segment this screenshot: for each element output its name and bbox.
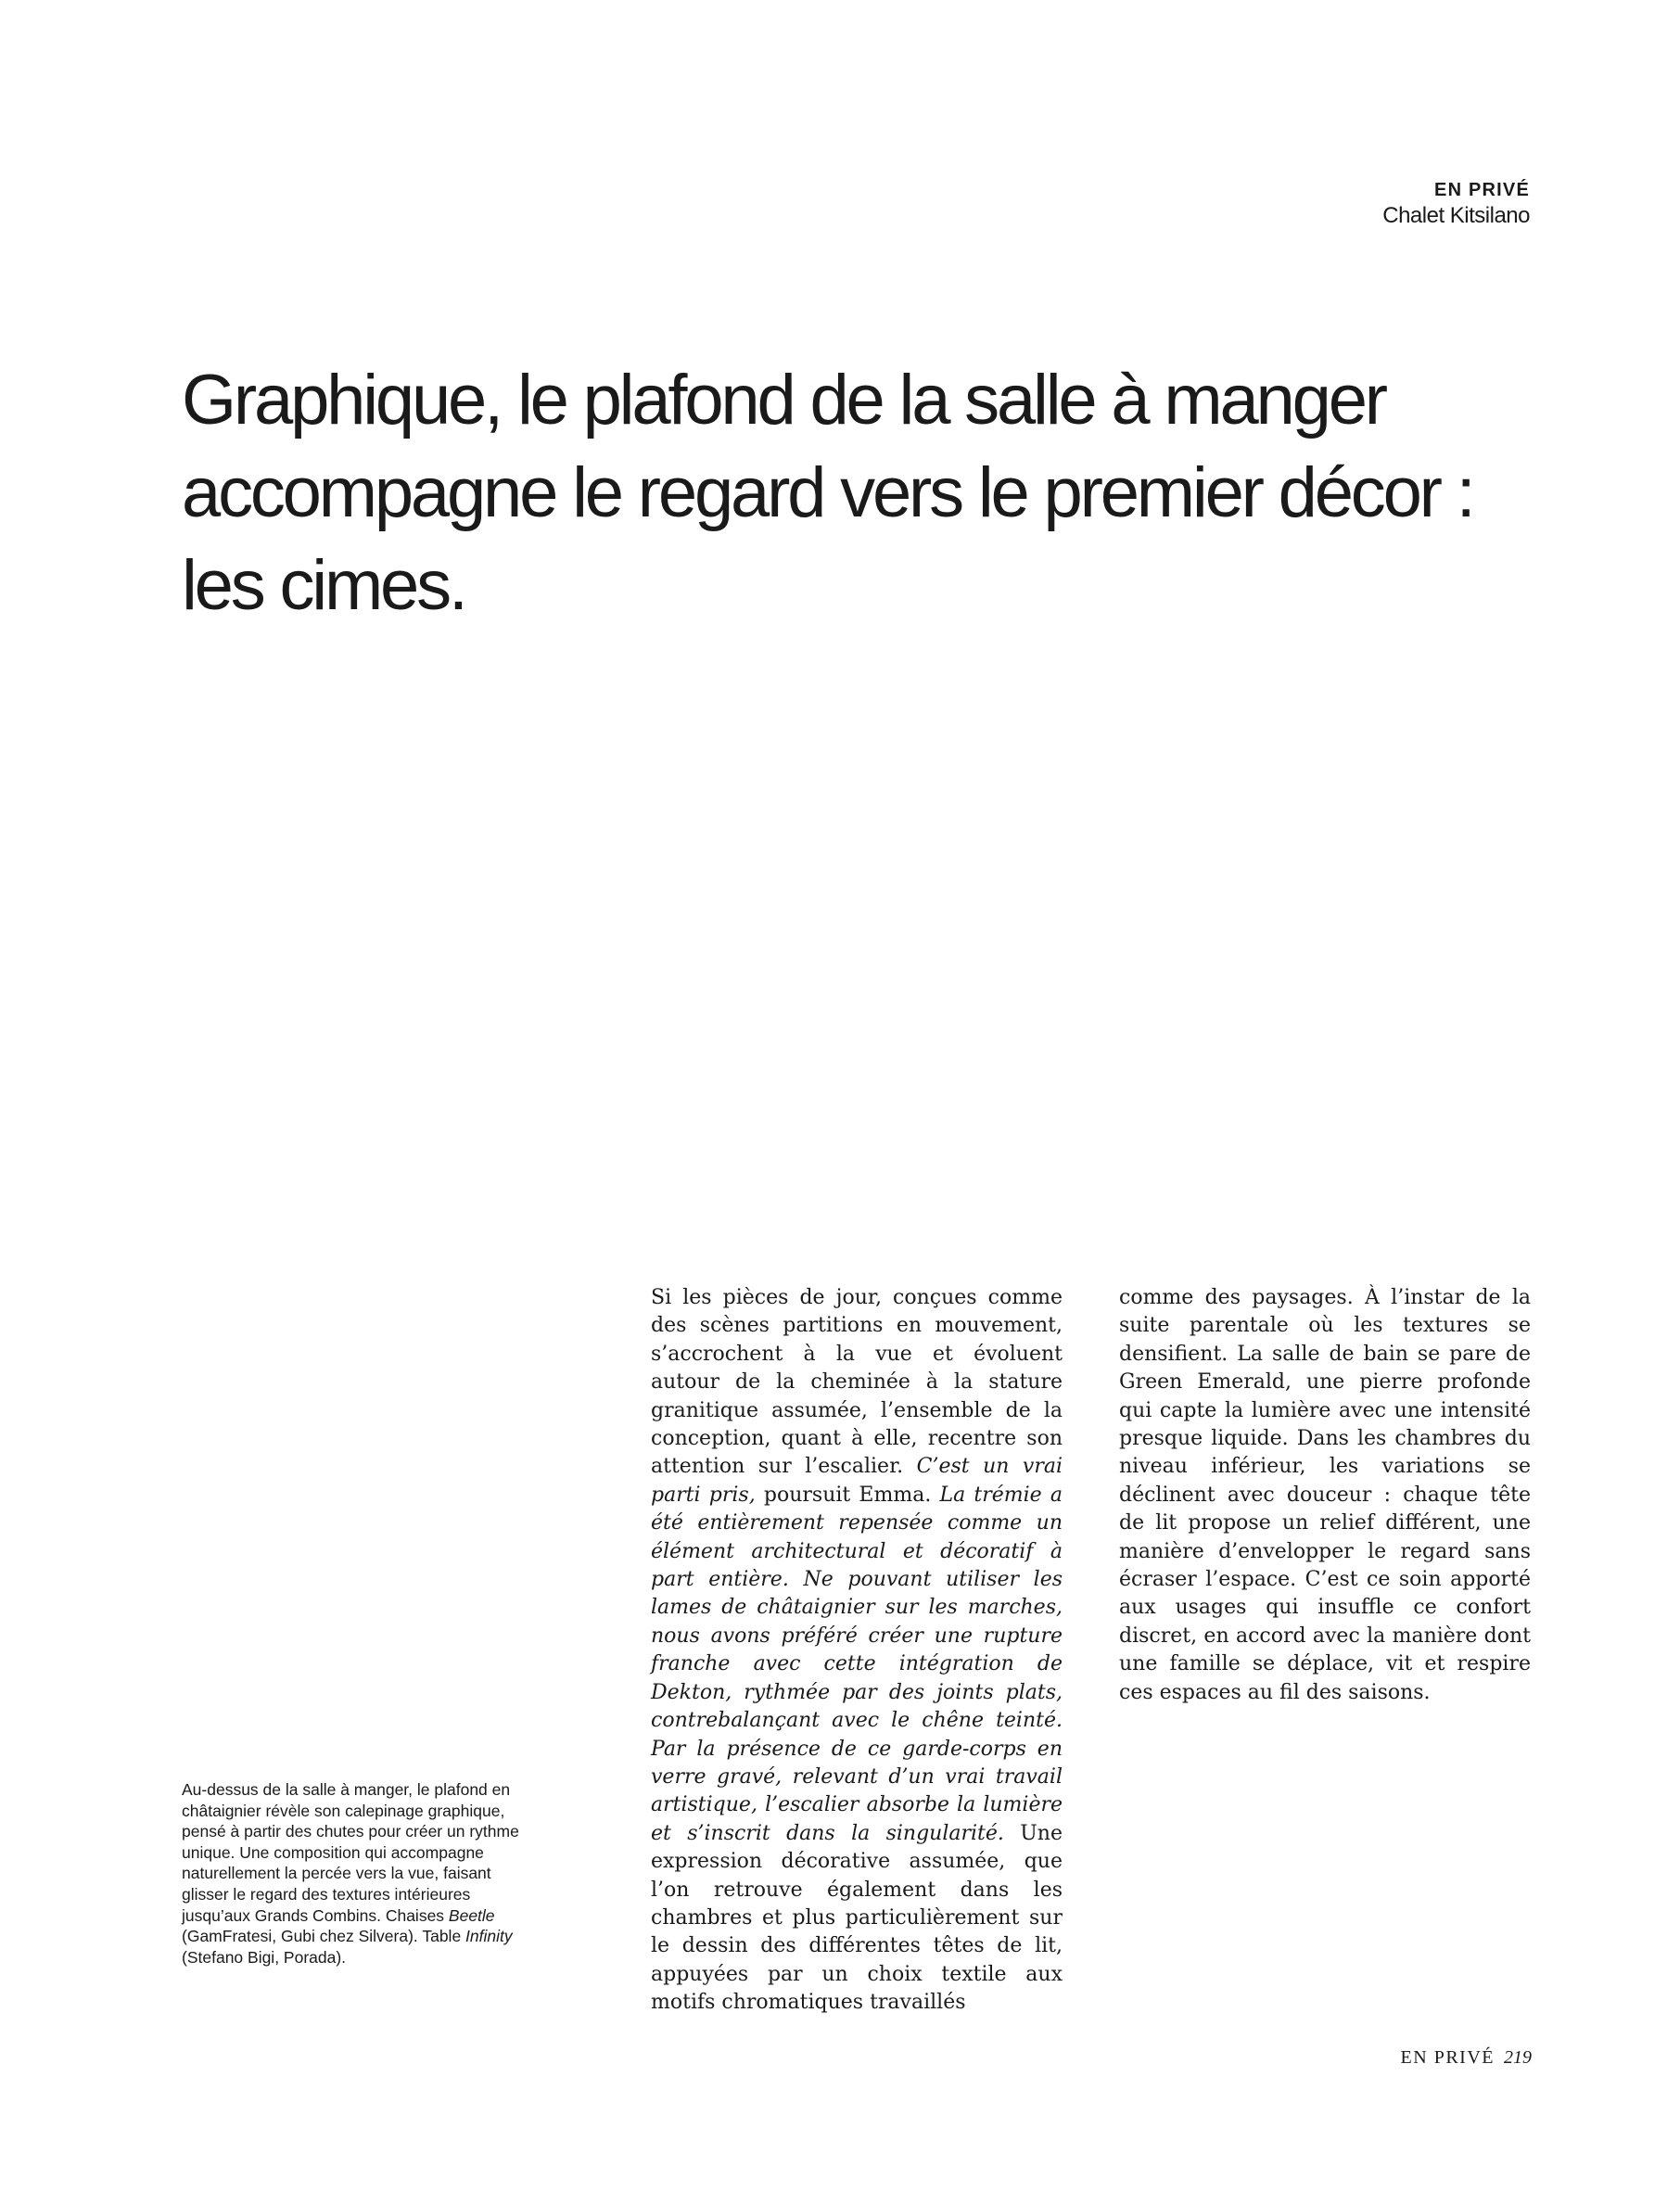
- caption-product-name: Infinity: [465, 1927, 513, 1946]
- footer-section-label: EN PRIVÉ: [1400, 2047, 1495, 2068]
- photo-caption: [182, 1779, 527, 1968]
- body-column-2: [1119, 1284, 1531, 1707]
- article-subsection: Chalet Kitsilano: [1382, 203, 1530, 228]
- body-text: Une expression décorative assumée, que l’on retrouve également dans les chambres et plus particulièrement sur le dessin des différentes têtes de lit, appuyées par un choix textile aux motifs chromatiques travaillés: [651, 1821, 1063, 2015]
- caption-text: Au-dessus de la salle à manger, le plafond en châtaignier révèle son calepinage graphique, pensé à partir des chutes pour créer un rythme unique. Une composition qui accompagne naturellement la percée vers la vue, faisant glisser le regard des textures intérieures jusqu’aux Grands Combins. Chaises: [182, 1780, 519, 1925]
- page-number: 219: [1504, 2047, 1532, 2068]
- body-text: poursuit Emma.: [755, 1483, 940, 1507]
- page-footer: [1401, 2047, 1532, 2069]
- body-quote: C’est un vrai parti pris,: [651, 1455, 1063, 1507]
- section-label: EN PRIVÉ: [1434, 180, 1530, 200]
- pull-quote-headline: Graphique, le plafond de la salle à manger accompagne le regard vers le premier décor : les cimes.: [182, 361, 1473, 625]
- running-header: [1382, 178, 1530, 230]
- body-text: comme des paysages. À l’instar de la suite parentale où les textures se densifient. La salle de bain se pare de Green Emerald, une pierre profonde qui capte la lumière avec une intensité presque liquide. Dans les chambres du niveau inférieur, les variations se déclinent avec douceur : chaque tête de lit propose un relief différent, une manière d’envelopper le regard sans écraser l’espace. C’est ce soin apporté aux usages qui insuffle ce confort discret, en accord avec la manière dont une famille se déplace, vit et respire ces espaces au fil des saisons.: [1119, 1286, 1531, 1704]
- caption-text: (Stefano Bigi, Porada).: [182, 1947, 347, 1967]
- caption-text: (GamFratesi, Gubi chez Silvera). Table: [182, 1927, 466, 1946]
- body-quote: La trémie a été entièrement repensée comme un élément architectural et décoratif à part entière. Ne pouvant utiliser les lames de châtaignier sur les marches, nous avons préféré créer une rupture franche avec cette intégration de Dekton, rythmée par des joints plats, contrebalançant avec le chêne teinté. Par la présence de ce garde-corps en verre gravé, relevant d’un vrai travail artistique, l’escalier absorbe la lumière et s’inscrit dans la singularité.: [651, 1483, 1063, 1845]
- caption-product-name: Beetle: [448, 1905, 495, 1925]
- body-text: Si les pièces de jour, conçues comme des scènes partitions en mouvement, s’accrochent à la vue et évoluent autour de la cheminée à la stature granitique assumée, l’ensemble de la conception, quant à elle, recentre son attention sur l’escalier.: [651, 1286, 1063, 1479]
- body-column-1: [651, 1284, 1063, 2018]
